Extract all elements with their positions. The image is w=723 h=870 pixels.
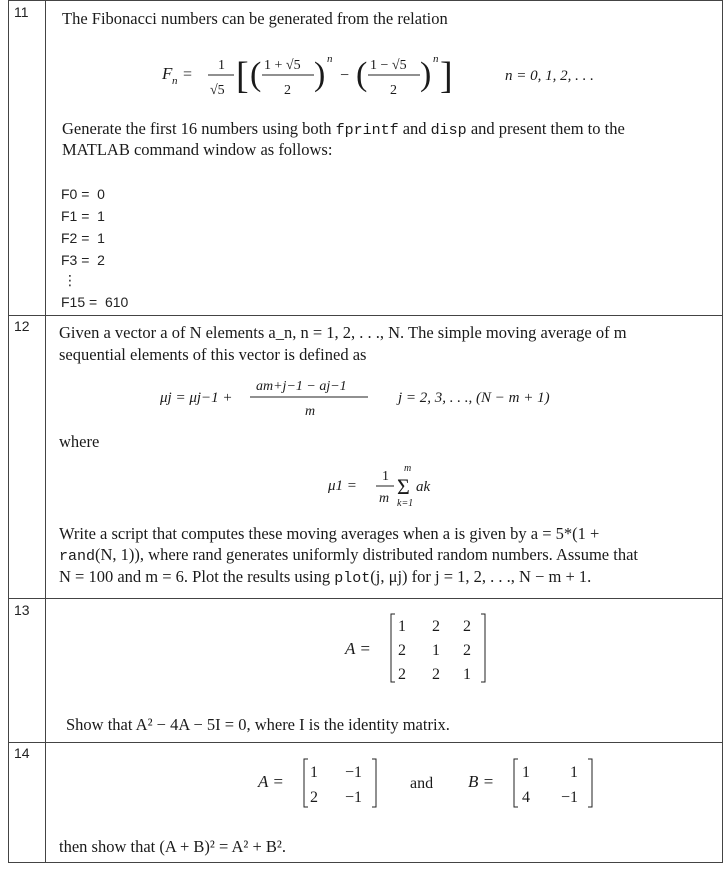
output-line: F1 = 1 [61,208,105,224]
matrix-a-cell: −1 [345,764,363,781]
problem-14-statement: then show that (A + B)² = A² + B². [59,837,287,856]
sum-top: m [404,463,412,474]
matrix-a-cell: 2 [310,789,318,806]
where-label: where [59,432,100,451]
code-fprintf: fprintf [335,122,399,139]
formula2-den: m [379,491,390,506]
problem-number-14: 14 [14,745,30,761]
svg-text:=: = [183,66,193,83]
problem-11-task-line1: Generate the first 16 numbers using both fprintf and disp and present them to the [62,119,625,139]
and-word: and [410,775,434,792]
output-ellipsis: ⋮ [63,272,77,288]
table-column-divider [45,0,46,863]
formula-lhs-sub: n [172,75,178,87]
matrix-b-label: B = [468,772,495,791]
formula-frac2-num: 1 − √5 [370,58,407,73]
problem-number-13: 13 [14,602,30,618]
table-top-border [8,0,722,1]
formula-exp1: n [327,53,333,65]
output-line: F15 = 610 [61,294,129,310]
problem-12-para-line3: N = 100 and m = 6. Plot the results using plot(j, μj) for j = 1, 2, . . ., N − m + 1. [59,567,592,587]
problem-12-line2: sequential elements of this vector is defined as [59,345,367,364]
problem-12-para-line1: Write a script that computes these moving averages when a is given by a = 5*(1 + [59,524,600,543]
matrix-cell: 2 [398,666,406,683]
matrix-cell: 2 [432,618,440,635]
problem-13-statement: Show that A² − 4A − 5I = 0, where I is the identity matrix. [66,715,450,734]
problem-number-11: 11 [14,4,29,20]
formula-lhs: F [162,64,173,83]
code-rand: rand [59,548,96,565]
svg-text:−: − [340,67,350,84]
svg-text:): ) [420,56,432,93]
matrix-cell: 2 [463,618,471,635]
problem-number-12: 12 [14,318,30,334]
svg-text:]: ] [440,55,453,97]
formula-range: n = 0, 1, 2, . . . [505,68,594,84]
sum-bottom: k=1 [397,498,414,509]
svg-text:(: ( [356,56,368,93]
output-line: F0 = 0 [61,186,105,202]
row-divider-13 [8,598,722,599]
formula-frac2-den: 2 [390,83,397,98]
svg-text:Σ: Σ [397,474,410,499]
matrix-b-cell: 4 [522,789,530,806]
code-disp: disp [430,122,467,139]
sum-term: ak [416,479,431,495]
matrix-a-cell: 1 [310,764,318,781]
row-divider-14 [8,742,722,743]
matrix-a-label: A = [258,772,284,791]
table-bottom-border [8,862,722,863]
matrix-a-3x3 [335,608,495,688]
formula1-lhs: μj = μj−1 + [160,390,233,406]
moving-average-formula [150,372,630,422]
svg-text:): ) [314,56,326,93]
formula2-num: 1 [382,469,389,484]
matrix-cell: 2 [463,642,471,659]
formula1-den: m [305,404,316,419]
matrix-a-cell: −1 [345,789,363,806]
svg-text:[: [ [236,55,249,97]
fibonacci-formula [150,42,630,106]
row-divider-12 [8,315,722,316]
problem-11-task-line2: MATLAB command window as follows: [62,140,333,159]
formula-frac1-num: 1 + √5 [264,58,301,73]
problem-11-intro: The Fibonacci numbers can be generated from the relation [62,9,448,28]
svg-text:(: ( [250,56,262,93]
formula2-lhs: μ1 = [328,478,357,494]
code-plot: plot [334,570,371,587]
matrix-cell: 2 [432,666,440,683]
matrix-b-cell: 1 [522,764,530,781]
matrix-label: A = [345,639,371,658]
matrix-cell: 1 [398,618,406,635]
formula1-num: am+j−1 − aj−1 [256,379,347,394]
matrix-cell: 2 [398,642,406,659]
output-line: F2 = 1 [61,230,105,246]
initial-average-formula [320,458,480,518]
problem-12-line1: Given a vector a of N elements a_n, n = 1, 2, . . ., N. The simple moving average of m [59,323,627,342]
formula-exp2: n [433,53,439,65]
formula-frac1-den: 2 [284,83,291,98]
formula1-range: j = 2, 3, . . ., (N − m + 1) [398,390,550,406]
matrix-b-cell: 1 [570,764,578,781]
problem-12-para-line2: rand(N, 1)), where rand generates uniformly distributed random numbers. Assume that [59,545,639,565]
matrix-b-cell: −1 [561,789,579,806]
formula-one: 1 [218,58,225,73]
table-left-border [8,0,9,863]
matrix-cell: 1 [432,642,440,659]
matrices-a-b-2x2 [250,754,610,814]
formula-sqrt5: √5 [210,83,225,98]
matrix-cell: 1 [463,666,471,683]
output-line: F3 = 2 [61,252,105,268]
